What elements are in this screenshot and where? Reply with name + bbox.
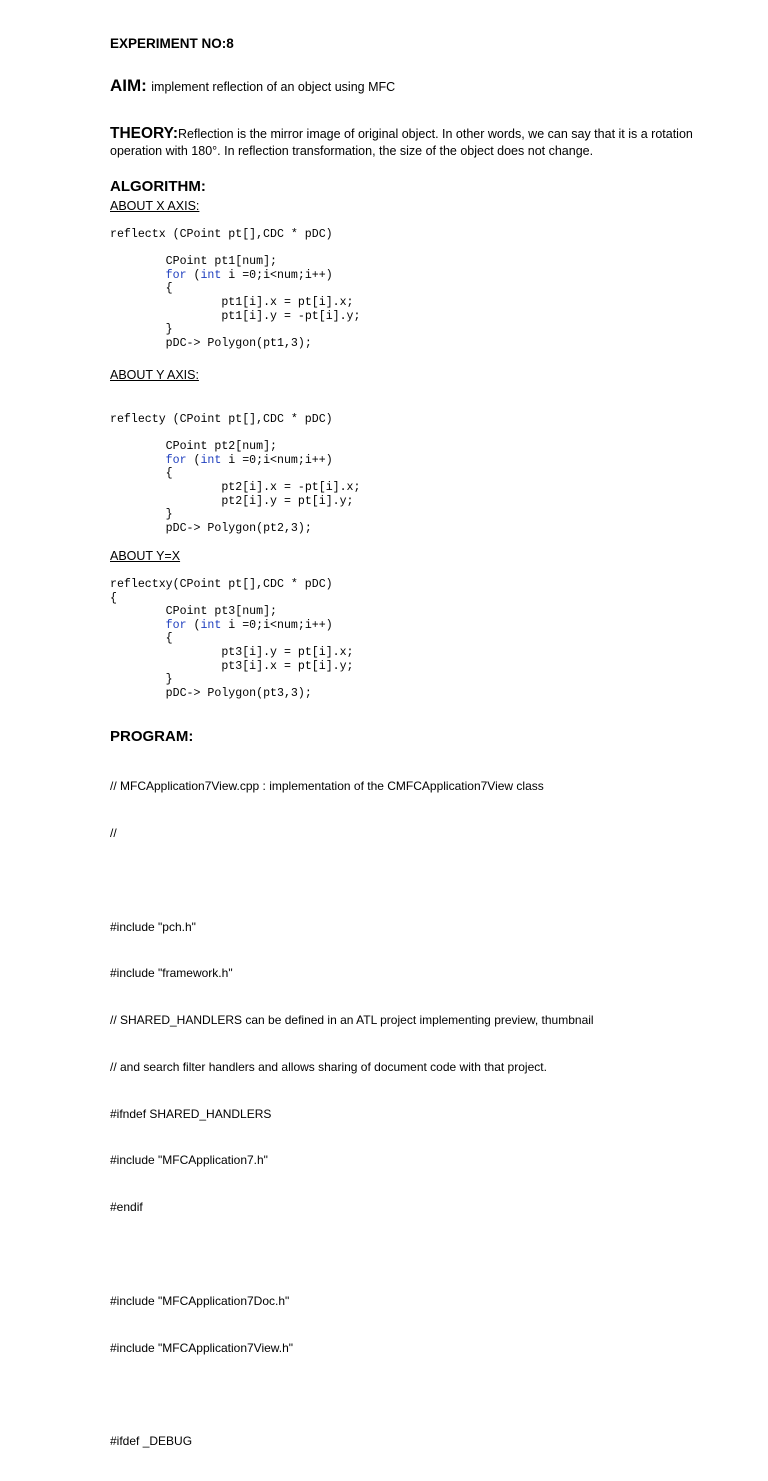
program-line — [110, 873, 594, 889]
code-line: pDC-> Polygon(pt3,3); — [165, 686, 312, 700]
code-signature: reflectx (CPoint pt[],CDC * pDC) — [110, 228, 333, 241]
experiment-title: EXPERIMENT NO:8 — [110, 36, 234, 51]
keyword-int: int — [200, 618, 222, 632]
algorithm-heading: ALGORITHM: — [110, 178, 206, 195]
code-token: ( — [186, 268, 201, 282]
program-line: // — [110, 825, 117, 840]
program-listing — [110, 748, 594, 1481]
code-brace: { — [110, 591, 117, 605]
code-line: CPoint pt2[num]; — [165, 440, 277, 454]
keyword-int: int — [200, 268, 222, 282]
program-line: #include "framework.h" — [110, 966, 233, 981]
code-line: CPoint pt1[num]; — [165, 255, 277, 269]
code-token: i =0;i<num;i++) — [221, 453, 333, 467]
theory-section — [110, 125, 730, 160]
keyword-for: for — [165, 453, 187, 467]
code-token: i =0;i<num;i++) — [221, 618, 333, 632]
program-line — [110, 1387, 594, 1403]
code-brace: { — [165, 467, 173, 481]
code-line: pt1[i].x = pt[i].x; — [221, 295, 354, 309]
aim-text: implement reflection of an object using MFC — [151, 80, 396, 94]
code-token: ( — [186, 618, 201, 632]
about-y-equals-x-heading: ABOUT Y=X — [110, 549, 181, 563]
code-line: pt3[i].y = pt[i].x; — [221, 645, 354, 659]
code-brace: } — [165, 323, 173, 337]
code-line: pDC-> Polygon(pt1,3); — [165, 336, 312, 350]
aim-section — [110, 76, 395, 96]
code-signature: reflectxy(CPoint pt[],CDC * pDC) — [110, 578, 333, 591]
theory-label: THEORY: — [110, 125, 179, 142]
code-signature: reflecty (CPoint pt[],CDC * pDC) — [110, 413, 333, 426]
code-brace: } — [165, 673, 173, 687]
code-token: ( — [186, 453, 201, 467]
keyword-for: for — [165, 268, 187, 282]
keyword-for: for — [165, 618, 187, 632]
code-line: pt1[i].y = -pt[i].y; — [221, 309, 361, 323]
code-line: CPoint pt3[num]; — [165, 605, 277, 619]
code-line: pt3[i].x = pt[i].y; — [221, 659, 354, 673]
program-line: #include "MFCApplication7.h" — [110, 1153, 268, 1168]
about-x-axis-heading: ABOUT X AXIS: — [110, 199, 200, 213]
program-line: #include "MFCApplication7View.h" — [110, 1340, 294, 1355]
reflect-x-code — [110, 228, 360, 350]
program-line: #endif — [110, 1200, 143, 1215]
program-heading: PROGRAM: — [110, 728, 194, 745]
code-brace: { — [165, 282, 173, 296]
program-line: #include "MFCApplication7Doc.h" — [110, 1293, 290, 1308]
program-line: #ifndef SHARED_HANDLERS — [110, 1106, 272, 1121]
program-line: // MFCApplication7View.cpp : implementation of the CMFCApplication7View class — [110, 779, 544, 794]
theory-text: Reflection is the mirror image of original object. In other words, we can say that it is a rotation operation with 180°. In reflection transformation, the size of the object does not change. — [110, 127, 693, 158]
code-line: pt2[i].x = -pt[i].x; — [221, 480, 361, 494]
program-line: // and search filter handlers and allows sharing of document code with that project. — [110, 1059, 547, 1074]
program-line: #include "pch.h" — [110, 919, 196, 934]
reflect-y-code — [110, 413, 360, 535]
code-line: pt2[i].y = pt[i].y; — [221, 494, 354, 508]
code-brace: { — [165, 632, 173, 646]
code-brace: } — [165, 508, 173, 522]
reflect-xy-code — [110, 578, 354, 700]
program-line — [110, 1247, 594, 1263]
program-line: // SHARED_HANDLERS can be defined in an ATL project implementing preview, thumbnail — [110, 1013, 594, 1028]
code-token: i =0;i<num;i++) — [221, 268, 333, 282]
code-line: pDC-> Polygon(pt2,3); — [165, 521, 312, 535]
about-y-axis-heading: ABOUT Y AXIS: — [110, 368, 199, 382]
program-line: #ifdef _DEBUG — [110, 1434, 193, 1449]
keyword-int: int — [200, 453, 222, 467]
aim-label: AIM: — [110, 76, 147, 95]
